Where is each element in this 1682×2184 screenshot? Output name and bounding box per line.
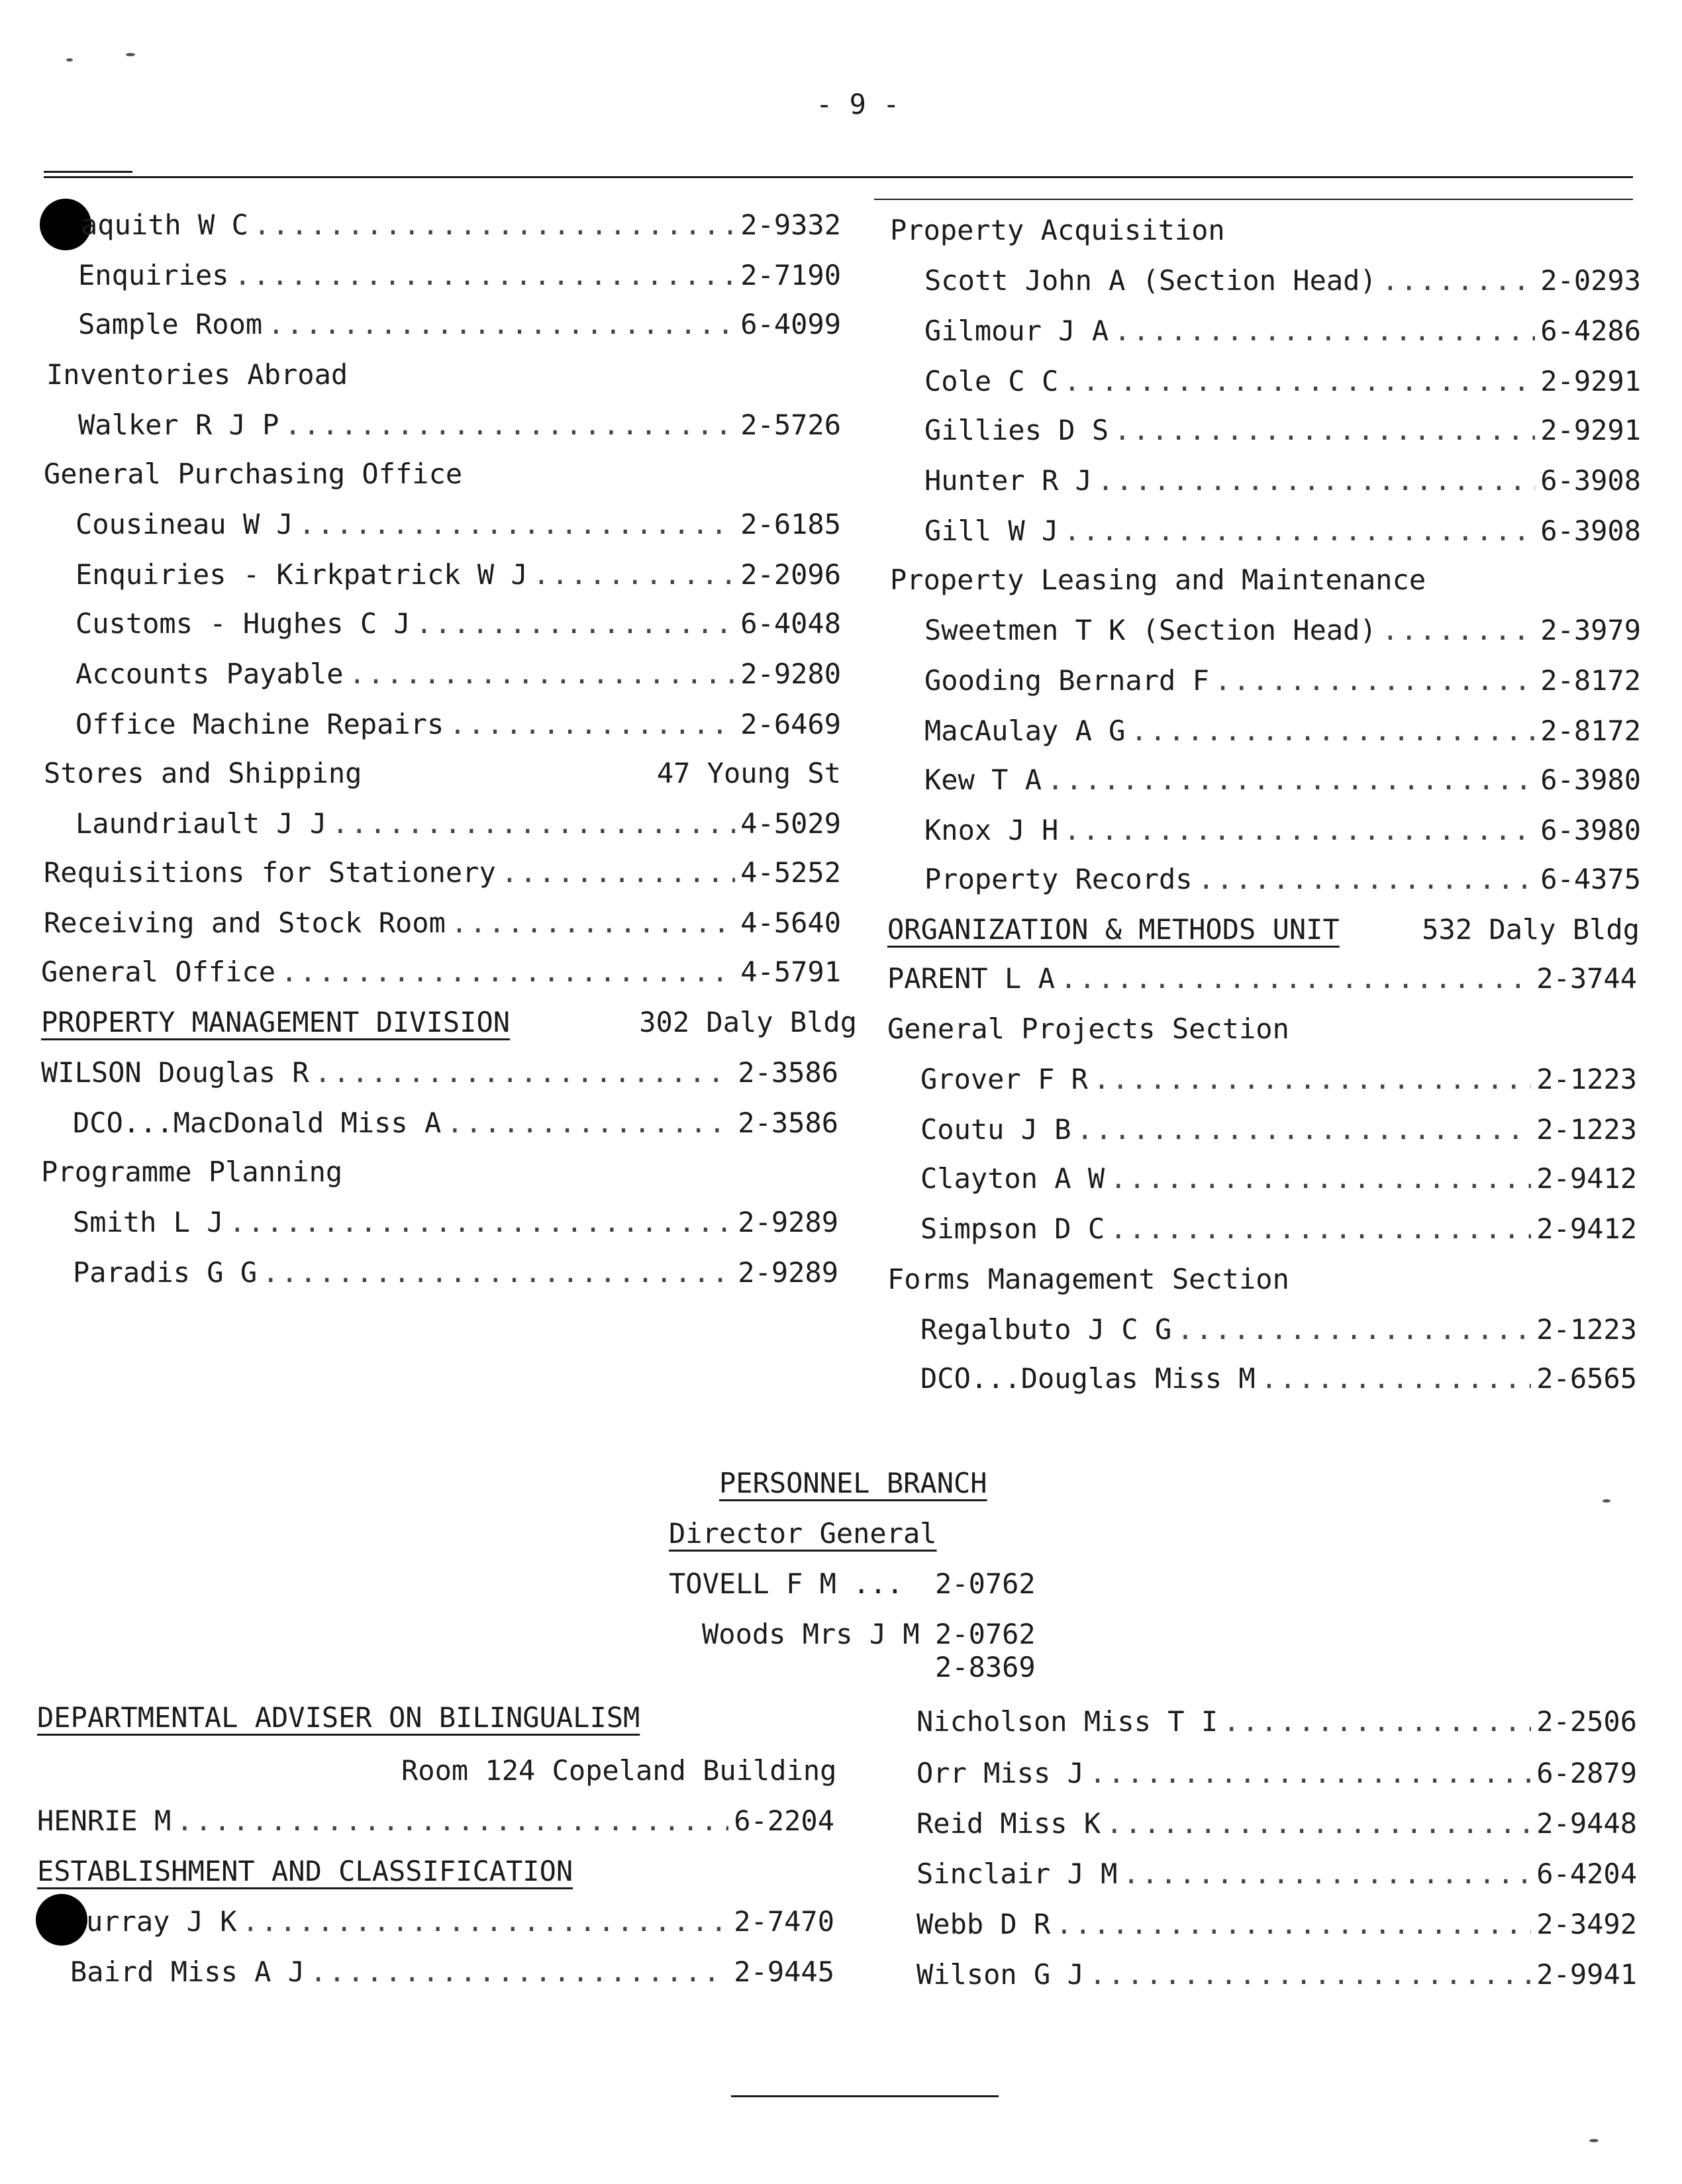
leader-dots	[1214, 662, 1535, 699]
leader-dots	[1093, 1061, 1531, 1098]
list-item	[73, 1204, 838, 1241]
entry-name: Walker R J P	[78, 409, 279, 441]
section-heading: General Purchasing Office	[44, 458, 463, 490]
leader-dots	[501, 854, 736, 891]
entry-phone: 2-7470	[734, 1905, 834, 1938]
entry-name: Baird Miss A J	[70, 1956, 305, 1988]
leader-dots	[446, 1105, 732, 1142]
scan-speck	[66, 58, 73, 62]
entry-phone: 2-9280	[740, 658, 841, 690]
list-item	[924, 762, 1641, 799]
entry-name: Cousineau W J	[75, 508, 293, 540]
list-item	[916, 1755, 1637, 1792]
entry-phone: 2-9445	[734, 1956, 834, 1988]
top-rule	[44, 176, 1633, 178]
list-item	[924, 662, 1641, 699]
list-item	[86, 1903, 834, 1940]
list-item	[75, 805, 841, 842]
entry-phone: 2-3744	[1536, 962, 1637, 995]
assistant-phone: 2-0762	[935, 1618, 1036, 1650]
leader-dots	[533, 556, 736, 593]
leader-dots	[1122, 1856, 1531, 1893]
entry-name: Gillies D S	[924, 414, 1109, 446]
division-header	[41, 1004, 857, 1041]
entry-name: Nicholson Miss T I	[916, 1705, 1218, 1738]
entry-phone: 2-3586	[738, 1107, 838, 1139]
leader-dots	[1198, 861, 1536, 898]
entry-name: Gill W J	[924, 515, 1059, 547]
entry-phone: 2-1223	[1536, 1113, 1637, 1146]
list-item	[44, 755, 841, 792]
entry-phone: 2-1223	[1536, 1313, 1637, 1346]
leader-dots	[281, 954, 735, 991]
list-item	[78, 306, 841, 343]
leader-dots	[254, 207, 735, 244]
list-item	[916, 1956, 1637, 1993]
entry-name: Enquiries	[78, 259, 229, 291]
entry-name: Orr Miss J	[916, 1757, 1084, 1789]
branch-subheading: Director General	[669, 1517, 937, 1550]
entry-phone: 4-5640	[740, 907, 841, 939]
leader-dots	[416, 605, 736, 642]
entry-name: Gooding Bernard F	[924, 664, 1209, 697]
leader-dots	[176, 1803, 728, 1840]
leader-dots	[1060, 960, 1531, 997]
list-item	[70, 1954, 834, 1991]
division-header	[887, 911, 1640, 948]
leader-dots	[449, 706, 735, 743]
entry-name: Enquiries - Kirkpatrick W J	[75, 558, 528, 591]
section-heading: Forms Management Section	[887, 1263, 1289, 1295]
list-item	[916, 1906, 1637, 1943]
page-number: - 9 -	[816, 88, 900, 121]
list-item	[916, 1805, 1637, 1842]
scan-speck	[126, 53, 135, 56]
list-item	[920, 1061, 1637, 1098]
entry-name: Reid Miss K	[916, 1807, 1101, 1840]
list-item	[73, 1254, 838, 1291]
entry-name: Sample Room	[78, 308, 263, 340]
entry-name: Cole C C	[924, 365, 1059, 397]
bottom-rule	[731, 2095, 999, 2097]
leader-dots	[229, 1204, 733, 1241]
entry-name: Webb D R	[916, 1908, 1051, 1940]
entry-name: Laundriault J J	[75, 807, 327, 840]
entry-phone: 2-9289	[738, 1206, 838, 1238]
entry-name: aquith W C	[81, 209, 248, 241]
list-item	[924, 713, 1641, 750]
top-rule-short	[44, 171, 132, 173]
leader-dots	[1106, 1805, 1531, 1842]
list-item	[924, 363, 1641, 400]
leader-dots	[1064, 812, 1535, 849]
list-item	[924, 812, 1641, 849]
entry-name: Office Machine Repairs	[75, 708, 444, 740]
entry-name: Hunter R J	[924, 464, 1092, 497]
entry-name: Paradis G G	[73, 1256, 258, 1289]
entry-phone: 6-4099	[740, 308, 841, 340]
section-heading: General Projects Section	[887, 1013, 1289, 1045]
list-item	[44, 854, 841, 891]
section-heading: Inventories Abroad	[46, 358, 348, 391]
list-item	[41, 1054, 838, 1091]
list-item	[75, 556, 841, 593]
entry-name: Clayton A W	[920, 1162, 1105, 1195]
leader-dots	[310, 1954, 728, 1991]
entry-phone: 2-5726	[740, 409, 841, 441]
entry-phone: 2-0293	[1540, 264, 1641, 297]
entry-name: General Office	[41, 956, 276, 988]
entry-phone: 2-9291	[1540, 365, 1641, 397]
entry-phone: 6-4048	[740, 607, 841, 640]
list-item	[887, 960, 1637, 997]
leader-dots	[1047, 762, 1535, 799]
entry-phone: 2-6185	[740, 508, 841, 540]
entry-name: HENRIE M	[37, 1805, 172, 1837]
leader-dots	[451, 905, 735, 942]
entry-name: PARENT L A	[887, 962, 1055, 995]
entry-phone: 2-9941	[1536, 1958, 1637, 1991]
entry-name: MacAulay A G	[924, 715, 1126, 747]
entry-name: DCO...Douglas Miss M	[920, 1362, 1256, 1395]
list-item	[916, 1856, 1637, 1893]
list-item	[924, 462, 1641, 499]
list-item	[37, 1803, 834, 1840]
branch-heading: PERSONNEL BRANCH	[719, 1467, 987, 1499]
entry-name: Regalbuto J C G	[920, 1313, 1172, 1346]
list-item	[73, 1105, 838, 1142]
bilingualism-heading: DEPARTMENTAL ADVISER ON BILINGUALISM	[37, 1701, 640, 1734]
entry-name: Sweetmen T K (Section Head)	[924, 614, 1377, 646]
entry-phone: 2-3586	[738, 1056, 838, 1089]
entry-phone: 2-9412	[1536, 1213, 1637, 1245]
entry-name: Knox J H	[924, 814, 1059, 846]
entry-phone: 2-9448	[1536, 1807, 1637, 1840]
assistant-phone-2: 2-8369	[935, 1651, 1036, 1683]
leader-dots	[262, 1254, 732, 1291]
list-item	[78, 257, 841, 294]
entry-name: Simpson D C	[920, 1213, 1105, 1245]
list-item	[920, 1311, 1637, 1348]
leader-dots	[1056, 1906, 1531, 1943]
entry-phone: 6-3980	[1540, 764, 1641, 796]
entry-name: Property Records	[924, 863, 1193, 895]
entry-phone: 6-3980	[1540, 814, 1641, 846]
division-heading: ORGANIZATION & METHODS UNIT	[887, 913, 1340, 946]
entry-name: Coutu J B	[920, 1113, 1071, 1146]
section-heading: Property Leasing and Maintenance	[890, 564, 1426, 596]
division-location: 302 Daly Bldg	[639, 1006, 857, 1038]
leader-dots	[1382, 612, 1536, 649]
entry-phone: 6-4204	[1536, 1858, 1637, 1890]
list-item	[916, 1703, 1637, 1740]
section-heading: Programme Planning	[41, 1156, 343, 1188]
list-item	[924, 313, 1641, 350]
entry-name: Accounts Payable	[75, 658, 344, 690]
list-item	[75, 706, 841, 743]
entry-phone: 2-9289	[738, 1256, 838, 1289]
leader-dots	[1077, 1111, 1532, 1148]
leader-dots	[332, 805, 735, 842]
list-item	[924, 262, 1641, 299]
entry-phone: 4-5029	[740, 807, 841, 840]
leader-dots	[242, 1903, 729, 1940]
leader-dots	[1261, 1360, 1532, 1397]
section-heading: Property Acquisition	[890, 214, 1225, 246]
leader-dots	[315, 1054, 733, 1091]
division-location: 532 Daly Bldg	[1422, 913, 1640, 946]
list-item	[924, 412, 1641, 449]
entry-name: Wilson G J	[916, 1958, 1084, 1991]
leader-dots	[1064, 513, 1535, 550]
leader-dots	[268, 306, 735, 343]
list-item	[75, 506, 841, 543]
bilingualism-location: Room 124 Copeland Building	[401, 1754, 837, 1787]
entry-phone: 6-4375	[1540, 863, 1641, 895]
entry-phone: 6-2204	[734, 1805, 834, 1837]
entry-name: Kew T A	[924, 764, 1042, 796]
list-item	[924, 861, 1641, 898]
entry-name: Stores and Shipping	[44, 757, 362, 789]
entry-phone: 2-8172	[1540, 664, 1641, 697]
leader-dots	[349, 656, 736, 693]
entry-name: urray J K	[86, 1905, 237, 1938]
list-item	[75, 605, 841, 642]
entry-location: 47 Young St	[656, 757, 841, 789]
leader-dots	[1097, 462, 1535, 499]
entry-phone: 6-3908	[1540, 464, 1641, 497]
director-phone: 2-0762	[935, 1567, 1036, 1600]
entry-name: Smith L J	[73, 1206, 224, 1238]
entry-name: Grover F R	[920, 1063, 1088, 1095]
entry-name: Sinclair J M	[916, 1858, 1118, 1890]
entry-phone: 2-9291	[1540, 414, 1641, 446]
leader-dots	[1114, 313, 1535, 350]
list-item	[924, 612, 1641, 649]
list-item	[75, 656, 841, 693]
entry-phone: 4-5252	[740, 856, 841, 889]
leader-dots	[299, 506, 736, 543]
punch-hole-bottom	[36, 1894, 87, 1946]
entry-phone: 2-9332	[740, 209, 841, 241]
entry-phone: 4-5791	[740, 956, 841, 988]
establishment-heading: ESTABLISHMENT AND CLASSIFICATION	[37, 1855, 573, 1887]
entry-phone: 2-2096	[740, 558, 841, 591]
list-item	[920, 1360, 1637, 1397]
entry-phone: 2-3979	[1540, 614, 1641, 646]
entry-phone: 2-9412	[1536, 1162, 1637, 1195]
entry-phone: 2-6565	[1536, 1362, 1637, 1395]
entry-name: Gilmour J A	[924, 315, 1109, 347]
leader-dots	[1110, 1211, 1531, 1248]
entry-name: DCO...MacDonald Miss A	[73, 1107, 442, 1139]
entry-phone: 6-3908	[1540, 515, 1641, 547]
scan-speck	[1589, 2139, 1599, 2142]
leader-dots	[1064, 363, 1535, 400]
list-item	[44, 905, 841, 942]
entry-name: WILSON Douglas R	[41, 1056, 309, 1089]
entry-phone: 2-2506	[1536, 1705, 1637, 1738]
entry-name: Customs - Hughes C J	[75, 607, 411, 640]
leader-dots	[1114, 412, 1535, 449]
list-item	[920, 1211, 1637, 1248]
leader-dots	[1223, 1703, 1531, 1740]
leader-dots	[234, 257, 736, 294]
entry-name: Receiving and Stock Room	[44, 907, 446, 939]
list-item	[920, 1111, 1637, 1148]
list-item	[924, 513, 1641, 550]
leader-dots	[1382, 262, 1536, 299]
entry-phone: 2-7190	[740, 259, 841, 291]
entry-phone: 6-4286	[1540, 315, 1641, 347]
entry-phone: 2-3492	[1536, 1908, 1637, 1940]
leader-dots	[1089, 1755, 1531, 1792]
leader-dots	[1089, 1956, 1531, 1993]
entry-phone: 6-2879	[1536, 1757, 1637, 1789]
director-name: TOVELL F M ...	[669, 1567, 904, 1600]
top-rule-lower	[874, 199, 1633, 200]
list-item	[81, 207, 841, 244]
entry-phone: 2-1223	[1536, 1063, 1637, 1095]
leader-dots	[1177, 1311, 1531, 1348]
assistant-name: Woods Mrs J M	[702, 1618, 920, 1650]
scan-speck	[1603, 1499, 1610, 1503]
list-item	[920, 1160, 1637, 1197]
list-item	[78, 407, 841, 444]
entry-name: Scott John A (Section Head)	[924, 264, 1377, 297]
leader-dots	[1110, 1160, 1531, 1197]
entry-phone: 2-6469	[740, 708, 841, 740]
entry-phone: 2-8172	[1540, 715, 1641, 747]
leader-dots	[1130, 713, 1535, 750]
entry-name: Requisitions for Stationery	[44, 856, 496, 889]
division-heading: PROPERTY MANAGEMENT DIVISION	[41, 1006, 511, 1038]
leader-dots	[284, 407, 735, 444]
list-item	[41, 954, 841, 991]
